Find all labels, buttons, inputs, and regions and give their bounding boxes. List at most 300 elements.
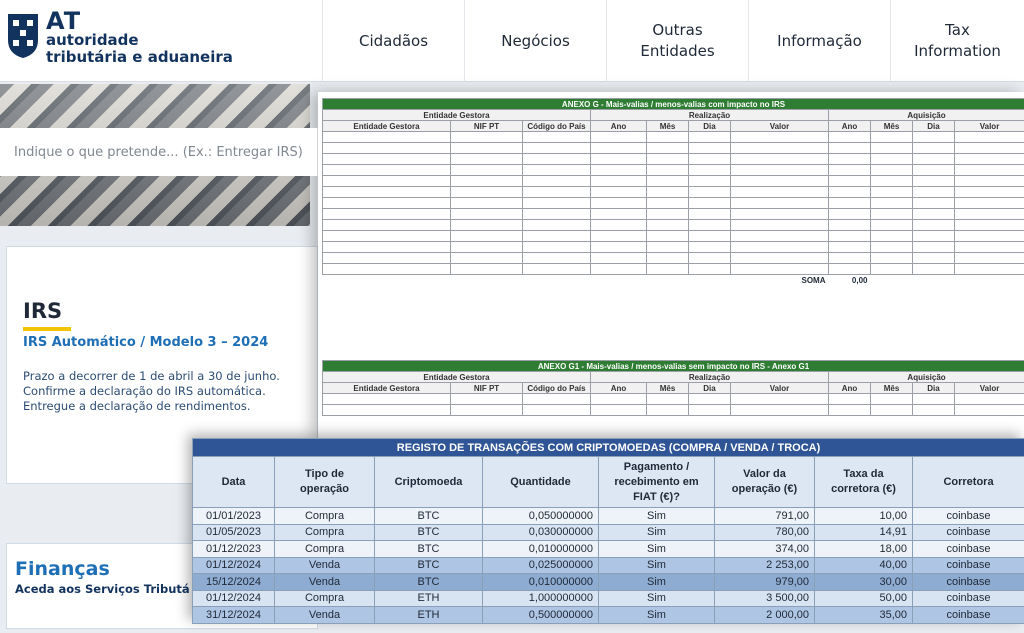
empty-cell[interactable] (913, 264, 955, 275)
table-row (323, 220, 1024, 231)
empty-cell[interactable] (689, 176, 731, 187)
column-header: NIF PT (451, 383, 523, 394)
empty-cell[interactable] (871, 187, 913, 198)
logo-acronym: AT (46, 7, 82, 35)
empty-cell[interactable] (523, 394, 591, 405)
irs-title-underline (23, 327, 71, 331)
table-row (193, 541, 1024, 558)
table-row (323, 209, 1024, 220)
empty-cell[interactable] (323, 154, 451, 165)
column-header: Ano (829, 121, 871, 132)
crypto-cell[interactable]: BTC (375, 541, 483, 558)
empty-cell[interactable] (829, 176, 871, 187)
empty-cell[interactable] (323, 143, 451, 154)
column-header: Código do País (523, 383, 591, 394)
table-row (323, 231, 1024, 242)
empty-cell[interactable] (523, 143, 591, 154)
empty-cell[interactable] (871, 165, 913, 176)
table-row (323, 394, 1024, 405)
crypto-cell[interactable]: coinbase (913, 541, 1024, 558)
empty-cell[interactable] (323, 242, 451, 253)
empty-cell[interactable] (591, 154, 647, 165)
empty-cell[interactable] (829, 220, 871, 231)
at-logo[interactable] (6, 7, 233, 66)
empty-cell[interactable] (913, 165, 955, 176)
crypto-cell[interactable]: 10,00 (815, 508, 913, 525)
empty-cell[interactable] (591, 143, 647, 154)
crypto-cell[interactable]: 791,00 (715, 508, 815, 525)
empty-cell[interactable] (689, 231, 731, 242)
crypto-cell[interactable]: Sim (599, 508, 715, 525)
empty-cell[interactable] (871, 198, 913, 209)
crypto-cell[interactable]: 0,500000000 (483, 607, 599, 624)
empty-cell[interactable] (323, 209, 451, 220)
empty-cell[interactable] (955, 165, 1024, 176)
empty-cell[interactable] (913, 394, 955, 405)
empty-cell[interactable] (591, 220, 647, 231)
empty-cell[interactable] (647, 394, 689, 405)
empty-cell[interactable] (689, 132, 731, 143)
table-row (193, 524, 1024, 541)
financas-title: Finanças (15, 558, 110, 580)
crypto-cell[interactable]: Venda (275, 557, 375, 574)
empty-cell[interactable] (451, 264, 523, 275)
crypto-cell[interactable]: coinbase (913, 524, 1024, 541)
empty-cell[interactable] (955, 394, 1024, 405)
empty-cell[interactable] (689, 209, 731, 220)
empty-cell[interactable] (689, 405, 731, 416)
table-row (323, 405, 1024, 416)
crypto-column-header: Data (193, 457, 275, 508)
anexo-g-title: ANEXO G - Mais-valias / menos-valias com impacto no IRS (323, 99, 1024, 110)
group-aquisicao: Aquisição (829, 110, 1024, 121)
empty-cell[interactable] (913, 242, 955, 253)
empty-cell[interactable] (829, 143, 871, 154)
empty-cell[interactable] (523, 198, 591, 209)
empty-cell[interactable] (955, 220, 1024, 231)
empty-cell[interactable] (829, 198, 871, 209)
logo-line-1: autoridade (46, 31, 139, 49)
empty-cell[interactable] (871, 220, 913, 231)
empty-cell[interactable] (451, 143, 523, 154)
table-row (323, 154, 1024, 165)
crypto-cell[interactable]: 780,00 (715, 524, 815, 541)
empty-cell[interactable] (871, 405, 913, 416)
empty-cell[interactable] (829, 253, 871, 264)
empty-cell[interactable] (871, 209, 913, 220)
column-header: Valor (731, 121, 829, 132)
crypto-cell[interactable]: ETH (375, 607, 483, 624)
irs-card-title: IRS (23, 299, 63, 323)
crypto-cell[interactable]: BTC (375, 508, 483, 525)
empty-cell[interactable] (647, 231, 689, 242)
empty-cell[interactable] (829, 165, 871, 176)
empty-cell[interactable] (451, 165, 523, 176)
shield-logo-icon (6, 10, 40, 60)
table-row (323, 198, 1024, 209)
table-row (193, 574, 1024, 591)
column-header: Dia (913, 383, 955, 394)
logo-line-2: tributária e aduaneira (46, 48, 233, 66)
empty-cell[interactable] (451, 242, 523, 253)
empty-cell[interactable] (647, 132, 689, 143)
empty-cell[interactable] (913, 231, 955, 242)
empty-cell[interactable] (323, 231, 451, 242)
empty-cell[interactable] (871, 132, 913, 143)
crypto-cell[interactable]: BTC (375, 524, 483, 541)
empty-cell[interactable] (913, 198, 955, 209)
empty-cell[interactable] (731, 253, 829, 264)
crypto-column-header: Pagamento / recebimento em FIAT (€)? (599, 457, 715, 508)
empty-cell[interactable] (955, 264, 1024, 275)
crypto-cell[interactable]: 2 000,00 (715, 607, 815, 624)
crypto-cell[interactable]: Sim (599, 574, 715, 591)
table-row (193, 557, 1024, 574)
empty-cell[interactable] (591, 253, 647, 264)
crypto-cell[interactable]: Sim (599, 557, 715, 574)
empty-cell[interactable] (913, 209, 955, 220)
crypto-cell[interactable]: coinbase (913, 607, 1024, 624)
empty-cell[interactable] (829, 242, 871, 253)
empty-cell[interactable] (871, 394, 913, 405)
crypto-cell[interactable]: Sim (599, 590, 715, 607)
crypto-cell[interactable]: Venda (275, 574, 375, 591)
empty-cell[interactable] (647, 405, 689, 416)
crypto-cell[interactable]: 3 500,00 (715, 590, 815, 607)
empty-cell[interactable] (871, 176, 913, 187)
empty-cell[interactable] (591, 187, 647, 198)
empty-cell[interactable] (591, 405, 647, 416)
empty-cell[interactable] (829, 187, 871, 198)
column-header: Entidade Gestora (323, 121, 451, 132)
empty-cell[interactable] (955, 209, 1024, 220)
table-row (323, 264, 1024, 275)
empty-cell[interactable] (323, 187, 451, 198)
empty-cell[interactable] (647, 220, 689, 231)
table-row (193, 607, 1024, 624)
column-header: Ano (591, 383, 647, 394)
empty-cell[interactable] (731, 209, 829, 220)
empty-cell[interactable] (689, 165, 731, 176)
crypto-cell[interactable]: 15/12/2024 (193, 574, 275, 591)
empty-cell[interactable] (829, 209, 871, 220)
empty-cell[interactable] (689, 198, 731, 209)
empty-cell[interactable] (591, 165, 647, 176)
crypto-cell[interactable]: 0,025000000 (483, 557, 599, 574)
empty-cell[interactable] (647, 154, 689, 165)
empty-cell[interactable] (731, 187, 829, 198)
empty-cell[interactable] (871, 154, 913, 165)
group-aquisicao: Aquisição (829, 372, 1024, 383)
crypto-cell[interactable]: Compra (275, 524, 375, 541)
empty-cell[interactable] (451, 405, 523, 416)
crypto-column-header: Tipo de operação (275, 457, 375, 508)
empty-cell[interactable] (913, 154, 955, 165)
empty-cell[interactable] (451, 132, 523, 143)
empty-cell[interactable] (591, 242, 647, 253)
crypto-column-header: Valor da operação (€) (715, 457, 815, 508)
crypto-title: REGISTO DE TRANSAÇÕES COM CRIPTOMOEDAS (COMPRA / VENDA / TROCA) (193, 439, 1024, 457)
crypto-cell[interactable]: 0,050000000 (483, 508, 599, 525)
empty-cell[interactable] (829, 154, 871, 165)
empty-cell[interactable] (829, 394, 871, 405)
empty-cell[interactable] (323, 394, 451, 405)
column-header: Dia (689, 121, 731, 132)
crypto-cell[interactable]: 18,00 (815, 541, 913, 558)
empty-cell[interactable] (913, 132, 955, 143)
empty-cell[interactable] (689, 242, 731, 253)
empty-cell[interactable] (955, 154, 1024, 165)
empty-cell[interactable] (689, 154, 731, 165)
crypto-column-header: Criptomoeda (375, 457, 483, 508)
empty-cell[interactable] (913, 405, 955, 416)
crypto-cell[interactable]: Compra (275, 508, 375, 525)
empty-cell[interactable] (591, 198, 647, 209)
empty-cell[interactable] (523, 165, 591, 176)
empty-cell[interactable] (955, 253, 1024, 264)
crypto-cell[interactable]: Venda (275, 607, 375, 624)
empty-cell[interactable] (647, 165, 689, 176)
empty-cell[interactable] (689, 187, 731, 198)
empty-cell[interactable] (913, 220, 955, 231)
empty-cell[interactable] (323, 220, 451, 231)
group-realizacao: Realização (591, 110, 829, 121)
irs-card-subtitle[interactable]: IRS Automático / Modelo 3 – 2024 (23, 335, 269, 350)
empty-cell[interactable] (451, 198, 523, 209)
empty-cell[interactable] (913, 253, 955, 264)
empty-cell[interactable] (591, 264, 647, 275)
empty-cell[interactable] (591, 394, 647, 405)
empty-cell[interactable] (731, 394, 829, 405)
empty-cell[interactable] (647, 187, 689, 198)
empty-cell[interactable] (523, 253, 591, 264)
empty-cell[interactable] (913, 176, 955, 187)
empty-cell[interactable] (647, 198, 689, 209)
empty-cell[interactable] (689, 220, 731, 231)
irs-card-text (23, 369, 280, 414)
empty-cell[interactable] (689, 253, 731, 264)
empty-cell[interactable] (731, 405, 829, 416)
crypto-cell[interactable]: 01/12/2024 (193, 590, 275, 607)
empty-cell[interactable] (829, 132, 871, 143)
anexo-g1-title: ANEXO G1 - Mais-valias / menos-valias sem impacto no IRS - Anexo G1 (323, 361, 1024, 372)
table-row (323, 242, 1024, 253)
empty-cell[interactable] (829, 264, 871, 275)
empty-cell[interactable] (323, 165, 451, 176)
empty-cell[interactable] (871, 253, 913, 264)
empty-cell[interactable] (451, 154, 523, 165)
column-header: Valor (955, 121, 1024, 132)
empty-cell[interactable] (731, 264, 829, 275)
empty-cell[interactable] (689, 394, 731, 405)
empty-cell[interactable] (591, 132, 647, 143)
empty-cell[interactable] (913, 187, 955, 198)
nav-cidadaos[interactable]: Cidadãos (322, 0, 464, 82)
empty-cell[interactable] (955, 143, 1024, 154)
empty-cell[interactable] (955, 198, 1024, 209)
empty-cell[interactable] (523, 231, 591, 242)
empty-cell[interactable] (323, 253, 451, 264)
crypto-cell[interactable]: coinbase (913, 590, 1024, 607)
empty-cell[interactable] (451, 394, 523, 405)
column-header: Dia (913, 121, 955, 132)
empty-cell[interactable] (451, 231, 523, 242)
empty-cell[interactable] (731, 198, 829, 209)
anexo-g1-table (322, 360, 1024, 416)
empty-cell[interactable] (955, 187, 1024, 198)
empty-cell[interactable] (955, 132, 1024, 143)
financas-subtitle: Aceda aos Serviços Tributá (15, 582, 190, 596)
nav-outras-entidades[interactable]: Outras Entidades (606, 0, 748, 82)
main-nav (322, 0, 1024, 82)
crypto-cell[interactable]: 35,00 (815, 607, 913, 624)
column-header: Entidade Gestora (323, 383, 451, 394)
empty-cell[interactable] (523, 154, 591, 165)
empty-cell[interactable] (323, 132, 451, 143)
empty-cell[interactable] (523, 405, 591, 416)
crypto-cell[interactable]: 2 253,00 (715, 557, 815, 574)
crypto-cell[interactable]: 01/12/2023 (193, 541, 275, 558)
empty-cell[interactable] (451, 209, 523, 220)
irs-line-3: Entregue a declaração de rendimentos. (23, 399, 251, 413)
nav-negocios[interactable]: Negócios (464, 0, 606, 82)
crypto-cell[interactable]: 14,91 (815, 524, 913, 541)
crypto-cell[interactable]: 374,00 (715, 541, 815, 558)
empty-cell[interactable] (523, 132, 591, 143)
empty-cell[interactable] (451, 176, 523, 187)
empty-cell[interactable] (955, 405, 1024, 416)
empty-cell[interactable] (689, 264, 731, 275)
crypto-cell[interactable]: 0,010000000 (483, 574, 599, 591)
empty-cell[interactable] (871, 242, 913, 253)
empty-cell[interactable] (323, 176, 451, 187)
crypto-cell[interactable]: 01/12/2024 (193, 557, 275, 574)
crypto-cell[interactable]: coinbase (913, 508, 1024, 525)
empty-cell[interactable] (731, 143, 829, 154)
crypto-cell[interactable]: coinbase (913, 557, 1024, 574)
crypto-cell[interactable]: BTC (375, 557, 483, 574)
crypto-cell[interactable]: Compra (275, 590, 375, 607)
empty-cell[interactable] (871, 264, 913, 275)
crypto-cell[interactable]: 40,00 (815, 557, 913, 574)
empty-cell[interactable] (647, 253, 689, 264)
group-entidade: Entidade Gestora (323, 110, 591, 121)
table-row (193, 590, 1024, 607)
empty-cell[interactable] (731, 176, 829, 187)
column-header: Código do País (523, 121, 591, 132)
column-header: NIF PT (451, 121, 523, 132)
empty-cell[interactable] (647, 264, 689, 275)
crypto-cell[interactable]: ETH (375, 590, 483, 607)
crypto-cell[interactable]: Sim (599, 524, 715, 541)
crypto-cell[interactable]: BTC (375, 574, 483, 591)
crypto-cell[interactable]: 1,000000000 (483, 590, 599, 607)
crypto-register (192, 438, 1024, 624)
column-header: Mês (871, 383, 913, 394)
search-input[interactable] (0, 128, 317, 176)
empty-cell[interactable] (451, 220, 523, 231)
empty-cell[interactable] (523, 242, 591, 253)
empty-cell[interactable] (913, 143, 955, 154)
empty-cell[interactable] (955, 231, 1024, 242)
empty-cell[interactable] (523, 220, 591, 231)
table-row (323, 132, 1024, 143)
empty-cell[interactable] (731, 242, 829, 253)
crypto-cell[interactable]: 0,030000000 (483, 524, 599, 541)
empty-cell[interactable] (591, 231, 647, 242)
search-box (0, 128, 318, 176)
column-header: Ano (591, 121, 647, 132)
crypto-column-header: Quantidade (483, 457, 599, 508)
crypto-cell[interactable]: Sim (599, 541, 715, 558)
empty-cell[interactable] (871, 143, 913, 154)
empty-cell[interactable] (955, 242, 1024, 253)
empty-cell[interactable] (647, 242, 689, 253)
empty-cell[interactable] (451, 187, 523, 198)
soma-label: SOMA (801, 275, 826, 285)
crypto-cell[interactable]: 30,00 (815, 574, 913, 591)
crypto-cell[interactable]: 01/01/2023 (193, 508, 275, 525)
empty-cell[interactable] (523, 187, 591, 198)
empty-cell[interactable] (731, 220, 829, 231)
empty-cell[interactable] (829, 231, 871, 242)
column-header: Mês (871, 121, 913, 132)
empty-cell[interactable] (323, 405, 451, 416)
crypto-cell[interactable]: 50,00 (815, 590, 913, 607)
column-header: Valor (955, 383, 1024, 394)
table-row (323, 143, 1024, 154)
empty-cell[interactable] (647, 209, 689, 220)
group-entidade: Entidade Gestora (323, 372, 591, 383)
nav-tax-information[interactable]: Tax Information (890, 0, 1024, 82)
empty-cell[interactable] (647, 176, 689, 187)
empty-cell[interactable] (731, 132, 829, 143)
empty-cell[interactable] (647, 143, 689, 154)
crypto-cell[interactable]: 0,010000000 (483, 541, 599, 558)
crypto-cell[interactable]: coinbase (913, 574, 1024, 591)
crypto-cell[interactable]: Sim (599, 607, 715, 624)
empty-cell[interactable] (523, 264, 591, 275)
empty-cell[interactable] (523, 176, 591, 187)
table-row (323, 165, 1024, 176)
empty-cell[interactable] (689, 143, 731, 154)
empty-cell[interactable] (323, 264, 451, 275)
empty-cell[interactable] (451, 253, 523, 264)
column-header: Dia (689, 383, 731, 394)
column-header: Mês (647, 121, 689, 132)
empty-cell[interactable] (829, 405, 871, 416)
group-realizacao: Realização (591, 372, 829, 383)
crypto-cell[interactable]: 979,00 (715, 574, 815, 591)
empty-cell[interactable] (523, 209, 591, 220)
empty-cell[interactable] (955, 176, 1024, 187)
crypto-cell[interactable]: Compra (275, 541, 375, 558)
empty-cell[interactable] (871, 231, 913, 242)
table-row (193, 508, 1024, 525)
empty-cell[interactable] (323, 198, 451, 209)
empty-cell[interactable] (731, 154, 829, 165)
empty-cell[interactable] (591, 209, 647, 220)
site-header (0, 0, 1024, 82)
empty-cell[interactable] (731, 165, 829, 176)
empty-cell[interactable] (731, 231, 829, 242)
nav-informacao[interactable]: Informação (748, 0, 890, 82)
empty-cell[interactable] (591, 176, 647, 187)
crypto-column-header: Corretora (913, 457, 1024, 508)
crypto-cell[interactable]: 01/05/2023 (193, 524, 275, 541)
irs-line-1: Prazo a decorrer de 1 de abril a 30 de junho. (23, 369, 280, 383)
crypto-cell[interactable]: 31/12/2024 (193, 607, 275, 624)
